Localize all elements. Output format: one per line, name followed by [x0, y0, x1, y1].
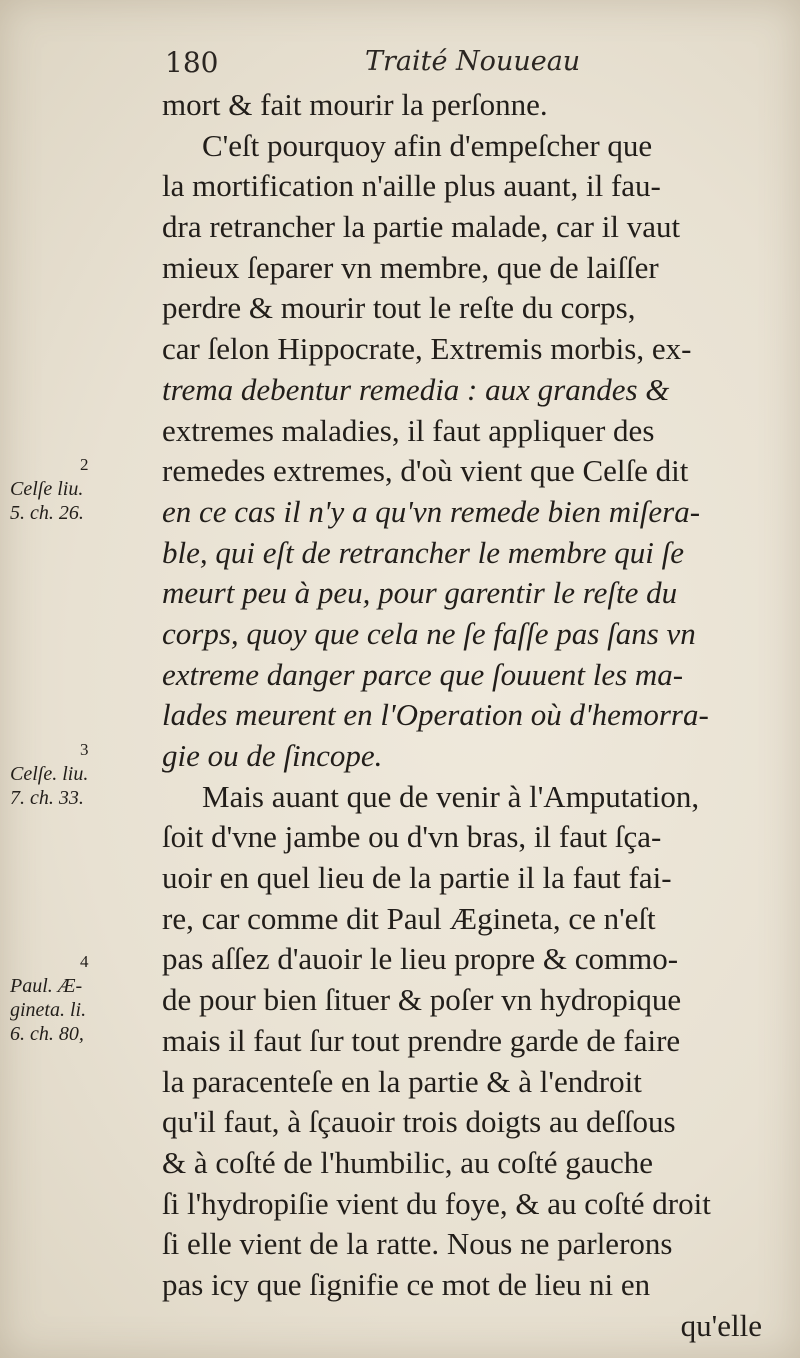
margin-note-number: 2 [80, 455, 89, 474]
text-line: extremes maladies, il faut appliquer des [162, 412, 655, 448]
margin-note-line: gineta. li. [10, 999, 87, 1021]
text-line: ſi l'hydropiſie vient du foye, & au coſté droit [162, 1185, 711, 1221]
text-line: gie ou de ſincope. [162, 738, 383, 773]
text-line: ſoit d'vne jambe ou d'vn bras, il faut ſça- [162, 819, 662, 855]
margin-note-4 [10, 950, 160, 1046]
text-line: meurt peu à peu, pour garentir le reſte du [162, 575, 678, 611]
page-header [165, 40, 765, 90]
text-line: la paracenteſe en la partie & à l'endroit [162, 1063, 642, 1099]
margin-note-line: 7. ch. 33. [10, 787, 84, 809]
text-line: corps, quoy que cela ne ſe faſſe pas ſans vn [162, 615, 696, 651]
margin-note-number: 3 [80, 740, 89, 759]
text-line: pas aſſez d'auoir le lieu propre & commo- [162, 941, 679, 977]
margin-note-line: Paul. Æ- [10, 975, 83, 997]
margin-note-2 [10, 453, 160, 525]
text-line: la mortification n'aille plus auant, il fau- [162, 168, 661, 204]
margin-note-line: 5. ch. 26. [10, 502, 84, 524]
text-line: ſi elle vient de la ratte. Nous ne parlerons [162, 1226, 673, 1262]
margin-note-number: 4 [80, 952, 89, 971]
text-line: Mais auant que de venir à l'Amputation, [202, 778, 700, 814]
text-line: re, car comme dit Paul Ægineta, ce n'eſt [162, 900, 656, 936]
text-line: pas icy que ſignifie ce mot de lieu ni en [162, 1266, 651, 1302]
catchword: qu'elle [680, 1307, 762, 1343]
margin-note-line: Celſe liu. [10, 478, 84, 500]
text-line: C'eſt pourquoy afin d'empeſcher que [202, 127, 653, 163]
text-line: mort & fait mourir la perſonne. [162, 87, 548, 122]
text-line: & à coſté de l'humbilic, au coſté gauche [162, 1144, 654, 1180]
text-line: uoir en quel lieu de la partie il la faut fai- [162, 860, 672, 896]
text-line: remedes extremes, d'où vient que Celſe dit [162, 453, 689, 489]
text-line: extreme danger parce que ſouuent les ma- [162, 656, 684, 692]
text-line: de pour bien ſituer & poſer vn hydropique [162, 982, 682, 1018]
text-line: mais il faut ſur tout prendre garde de faire [162, 1022, 681, 1058]
text-line: trema debentur remedia : aux grandes & [162, 371, 670, 407]
text-line: perdre & mourir tout le reſte du corps, [162, 290, 636, 326]
text-line: car ſelon Hippocrate, Extremis morbis, ex- [162, 331, 692, 367]
margin-note-line: Celſe. liu. [10, 763, 89, 785]
text-line: dra retrancher la partie malade, car il vaut [162, 209, 681, 245]
margin-note-3 [10, 738, 160, 810]
page-number: 180 [165, 46, 219, 79]
running-title: Traité Nouueau [365, 46, 581, 77]
margin-note-line: 6. ch. 80, [10, 1023, 84, 1045]
text-line: en ce cas il n'y a qu'vn remede bien miſera- [162, 493, 701, 529]
text-line: ble, qui eſt de retrancher le membre qui ſe [162, 534, 684, 570]
text-line: qu'il faut, à ſçauoir trois doigts au deſſous [162, 1104, 676, 1140]
text-line: mieux ſeparer vn membre, que de laiſſer [162, 249, 659, 285]
text-line: lades meurent en l'Operation où d'hemorra- [162, 697, 709, 733]
body-text [162, 85, 772, 1346]
